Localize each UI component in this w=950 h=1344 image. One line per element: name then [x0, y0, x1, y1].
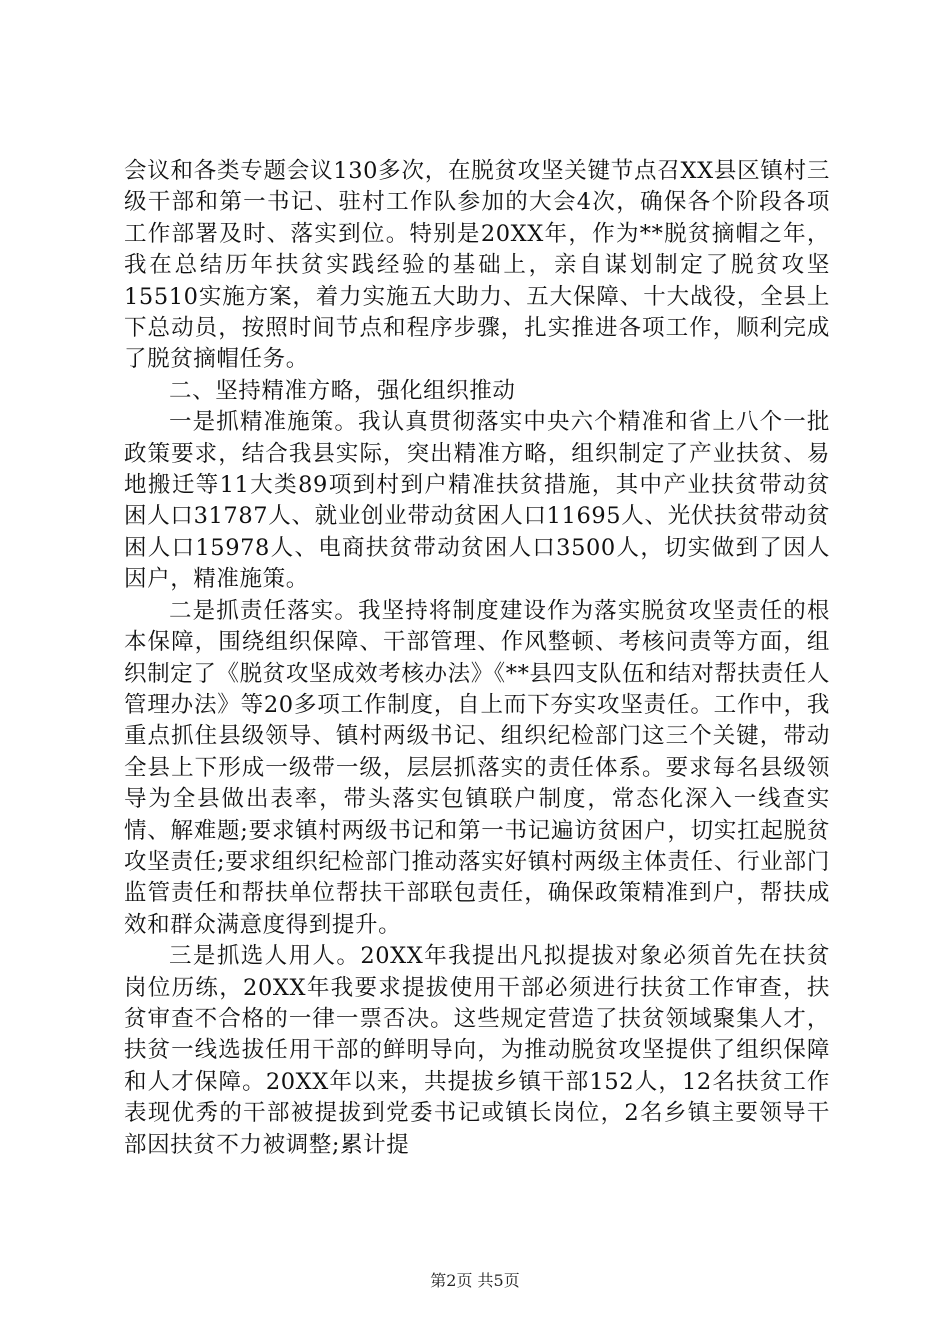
paragraph-precise-policy: 一是抓精准施策。我认真贯彻落实中央六个精准和省上八个一批政策要求，结合我县实际，突出精准方略，组织制定了产业扶贫、易地搬迁等11大类89项到村到户精准扶贫措施，其中产业扶贫带动贫困人口31787人、就业创业带动贫困人口11695人、光伏扶贫带动贫困人口15978人、电商扶贫带动贫困人口3500人，切实做到了因人因户，精准施策。 [124, 409, 830, 593]
page-number-footer: 第2页 共5页 [430, 1271, 520, 1290]
paragraph-1: 会议和各类专题会议130多次，在脱贫攻坚关键节点召XX县区镇村三级干部和第一书记、驻村工作队参加的大会4次，确保各个阶段各项工作部署及时、落实到位。特别是20XX年，作为**脱贫摘帽之年，我在总结历年扶贫实践经验的基础上，亲自谋划制定了脱贫攻坚15510实施方案，着力实施五大助力、五大保障、十大战役，全县上下总动员，按照时间节点和程序步骤，扎实推进各项工作，顺利完成了脱贫摘帽任务。 [124, 158, 830, 373]
document-body [124, 156, 830, 1161]
paragraph-personnel: 三是抓选人用人。20XX年我提出凡拟提拔对象必须首先在扶贫岗位历练，20XX年我要求提拔使用干部必须进行扶贫工作审查，扶贫审查不合格的一律一票否决。这些规定营造了扶贫领域聚集人才，扶贫一线选拔任用干部的鲜明导向，为推动脱贫攻坚提供了组织保障和人才保障。20XX年以来，共提拔乡镇干部152人，12名扶贫工作表现优秀的干部被提拔到党委书记或镇长岗位，2名乡镇主要领导干部因扶贫不力被调整;累计提 [124, 943, 830, 1158]
paragraph-responsibility: 二是抓责任落实。我坚持将制度建设作为落实脱贫攻坚责任的根本保障，围绕组织保障、干部管理、作风整顿、考核问责等方面，组织制定了《脱贫攻坚成效考核办法》《**县四支队伍和结对帮扶责任人管理办法》等20多项工作制度，自上而下夯实攻坚责任。工作中，我重点抓住县级领导、镇村两级书记、组织纪检部门这三个关键，带动全县上下形成一级带一级，层层抓落实的责任体系。要求每名县级领导为全县做出表率，带头落实包镇联户制度，常态化深入一线查实情、解难题;要求镇村两级书记和第一书记遍访贫困户，切实扛起脱贫攻坚责任;要求组织纪检部门推动落实好镇村两级主体责任、行业部门监管责任和帮扶单位帮扶干部联包责任，确保政策精准到户，帮扶成效和群众满意度得到提升。 [124, 597, 830, 938]
section-heading-2: 二、坚持精准方略，强化组织推动 [169, 377, 516, 404]
